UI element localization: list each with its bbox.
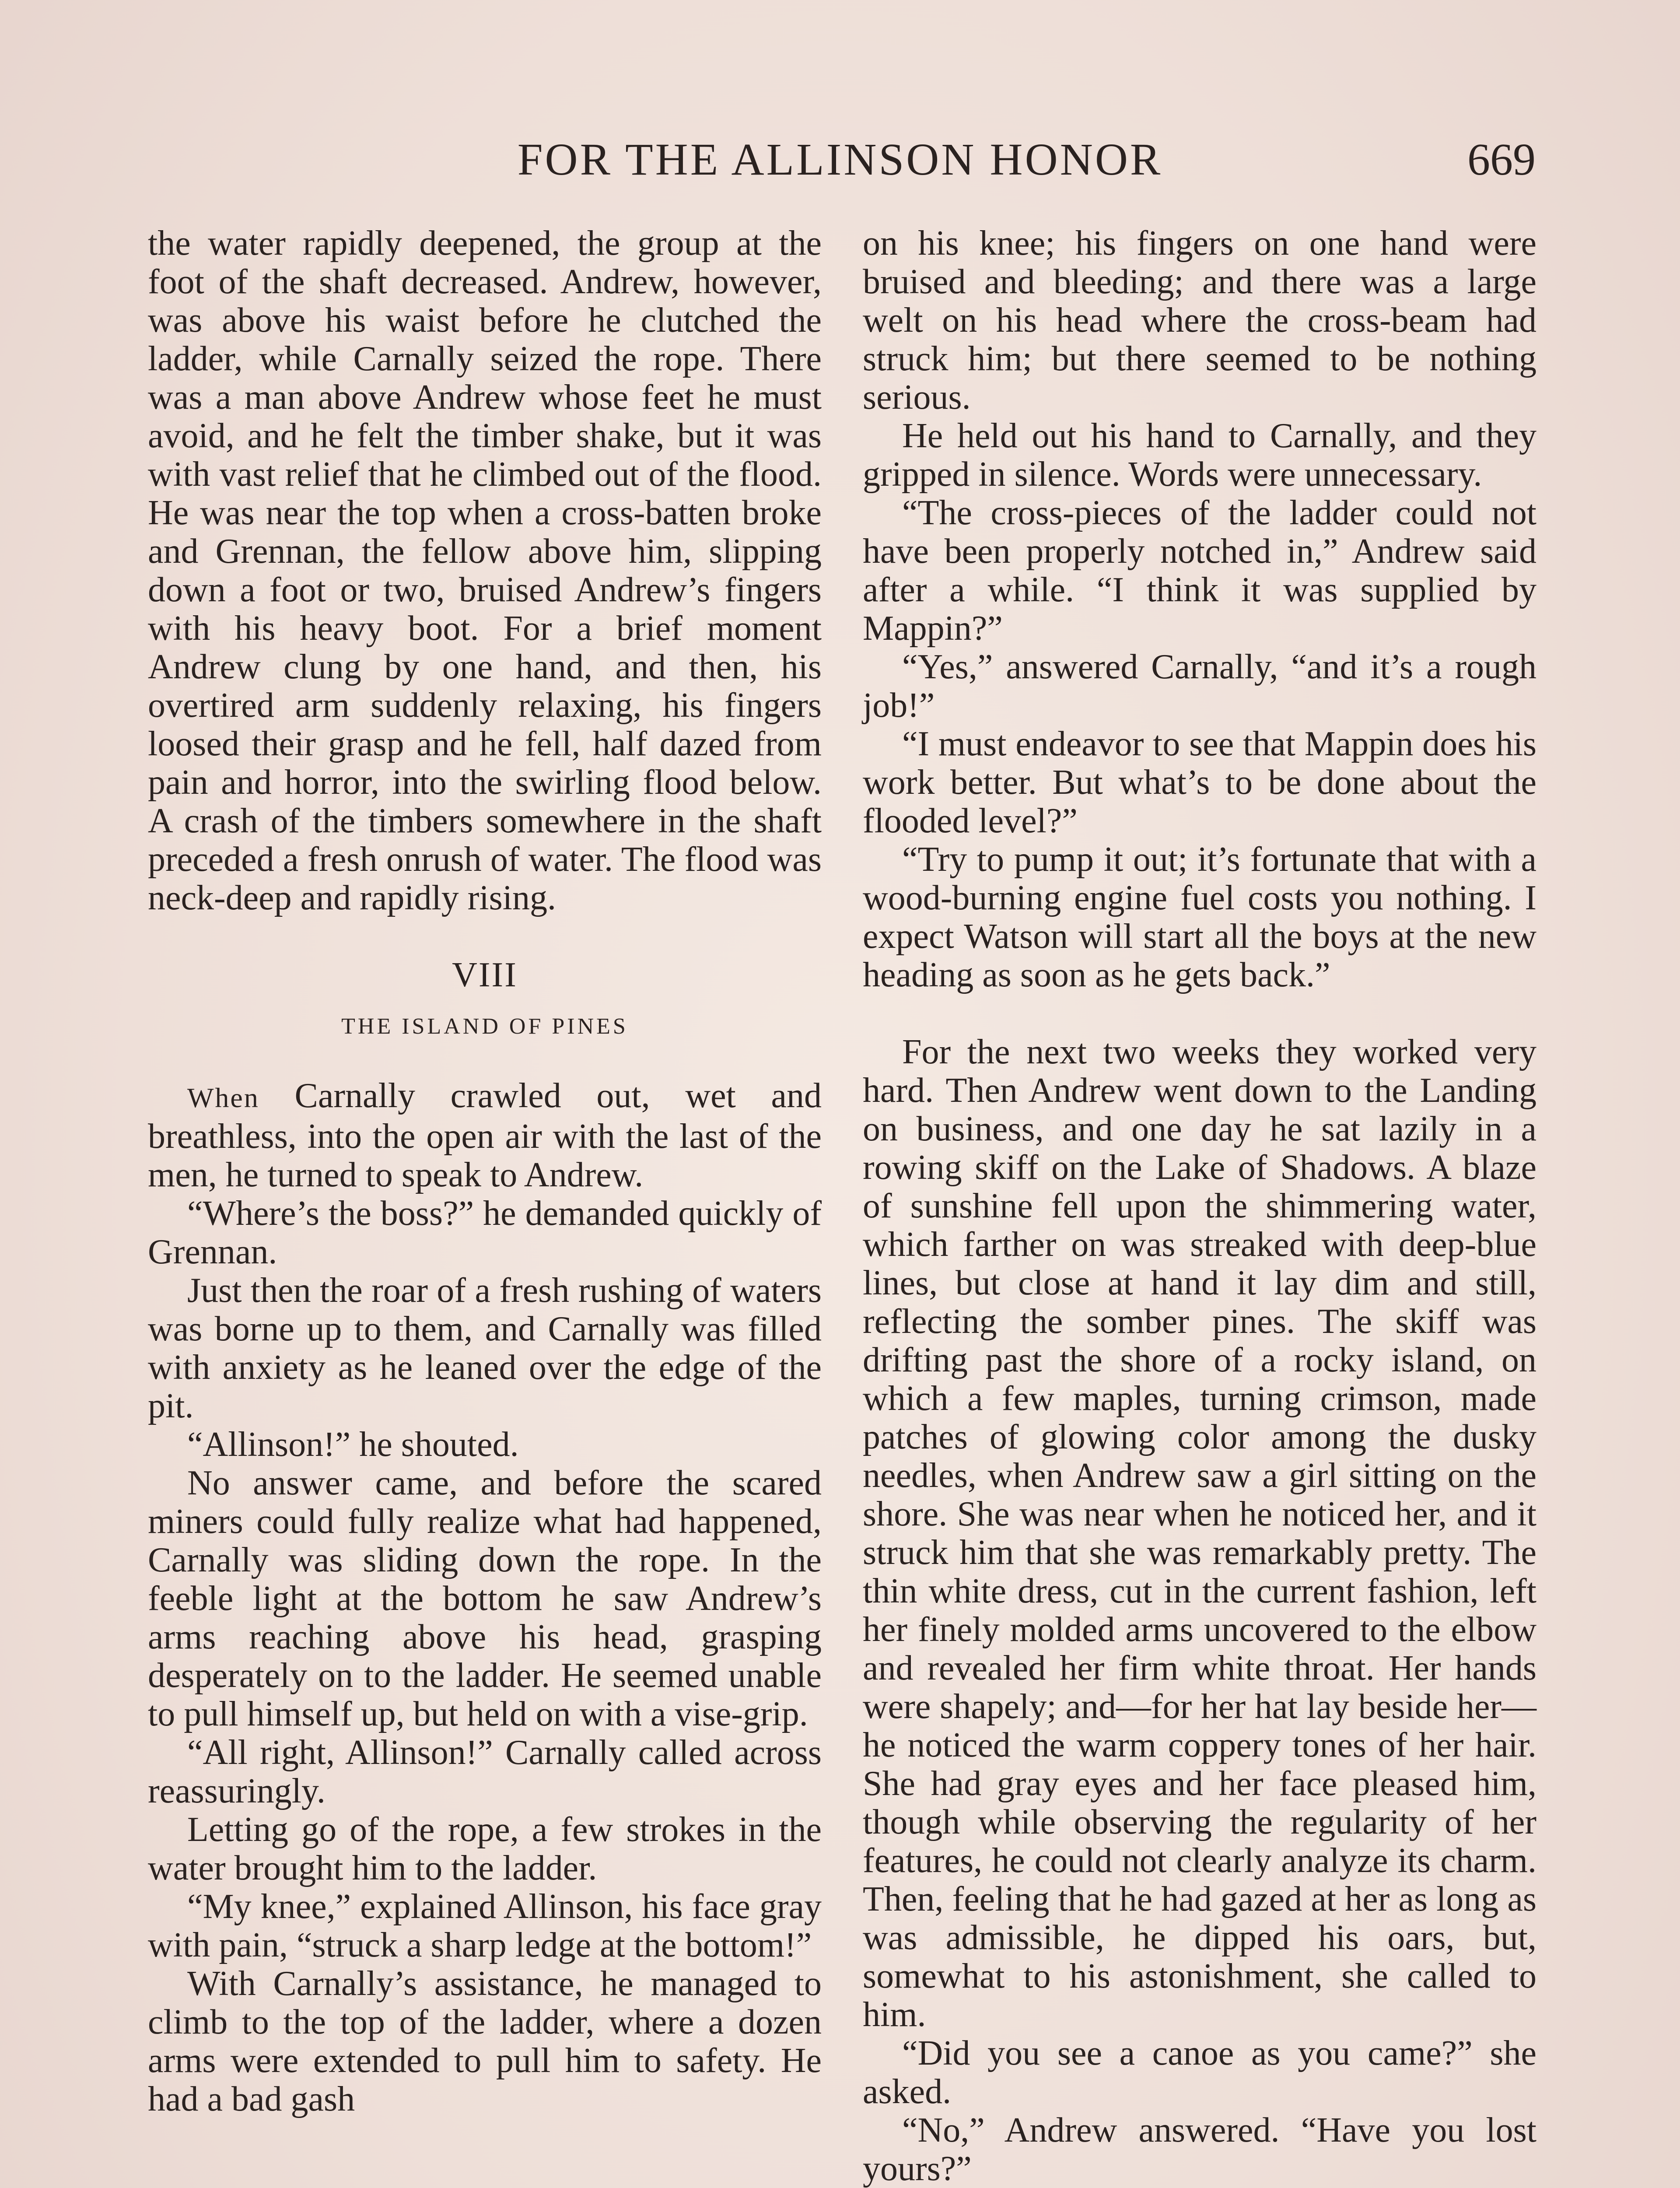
paragraph: With Carnally’s assistance, he managed to climb to the top of the ladder, where a dozen arms were extended to pull him to safety. He had a bad gash: [148, 1964, 822, 2118]
paragraph: No answer came, and before the scared miners could fully realize what had happened, Carnally was sliding down the rope. In the feeble light at the bottom he saw Andrew’s arms reaching above his head, grasping desperately on to the ladder. He seemed unable to pull himself up, but held on with a vise-grip.: [148, 1464, 822, 1733]
paragraph: For the next two weeks they worked very hard. Then Andrew went down to the Landing on business, and one day he sat lazily in a rowing skiff on the Lake of Shadows. A blaze of sunshine fell upon the shimmering water, which farther on was streaked with deep-blue lines, but close at hand it lay dim and still, reflecting the somber pines. The skiff was drifting past the shore of a rocky island, on which a few maples, turning crimson, made patches of glowing color among the dusky needles, when Andrew saw a girl sitting on the shore. She was near when he noticed her, and it struck him that she was remarkably pretty. The thin white dress, cut in the current fashion, left her finely molded arms uncovered to the elbow and revealed her firm white throat. Her hands were shapely; and—for her hat lay beside her—he noticed the warm coppery tones of her hair. She had gray eyes and her face pleased him, though while observing the regularity of her features, he could not clearly analyze its charm. Then, feeling that he had gazed at her as long as was admissible, he dipped his oars, but, somewhat to his astonishment, she called to him.: [863, 1033, 1536, 2034]
page-number: 669: [1467, 134, 1536, 185]
paragraph: [148, 1076, 822, 1194]
paragraph: “Did you see a canoe as you came?” she asked.: [863, 2034, 1536, 2111]
paragraph: “Try to pump it out; it’s fortunate that with a wood-burning engine fuel costs you nothing. I expect Watson will start all the boys at the new heading as soon as he gets back.”: [863, 840, 1536, 994]
left-column: [148, 224, 822, 2118]
paragraph: “Allinson!” he shouted.: [187, 1425, 519, 1464]
section-title: THE ISLAND OF PINES: [341, 1014, 628, 1039]
paragraph: “I must endeavor to see that Mappin does his work better. But what’s to be done about the flooded level?”: [863, 725, 1536, 840]
paragraph: “No,” Andrew answered. “Have you lost yours?”: [863, 2111, 1536, 2188]
running-header: [144, 131, 1536, 188]
running-title: FOR THE ALLINSON HONOR: [517, 134, 1163, 185]
paragraph: “Where’s the boss?” he demanded quickly of Grennan.: [148, 1194, 822, 1271]
paragraph: He held out his hand to Carnally, and they gripped in silence. Words were unnecessary.: [863, 417, 1536, 494]
paragraph: Letting go of the rope, a few strokes in the water brought him to the ladder.: [148, 1810, 822, 1887]
paragraph: “The cross-pieces of the ladder could not have been properly notched in,” Andrew said after a while. “I think it was supplied by Mappin?”: [863, 494, 1536, 648]
section-number: VIII: [452, 956, 518, 994]
paragraph: on his knee; his fingers on one hand were bruised and bleeding; and there was a large welt on his head where the cross-beam had struck him; but there seemed to be nothing serious.: [863, 224, 1536, 417]
paragraph: the water rapidly deepened, the group at the foot of the shaft decreased. Andrew, however, was above his waist before he clutched the ladder, while Carnally seized the rope. There was a man above Andrew whose feet he must avoid, and he felt the timber shake, but it was with vast relief that he climbed out of the flood. He was near the top when a cross-batten broke and Grennan, the fellow above him, slipping down a foot or two, bruised Andrew’s fingers with his heavy boot. For a brief moment Andrew clung by one hand, and then, his overtired arm suddenly relaxing, his fingers loosed their grasp and he fell, half dazed from pain and horror, into the swirling flood below. A crash of the timbers somewhere in the shaft preceded a fresh onrush of water. The flood was neck-deep and rapidly rising.: [148, 224, 822, 917]
paragraph: “All right, Allinson!” Carnally called across reassuringly.: [148, 1733, 822, 1810]
small-caps-lead: When: [187, 1082, 259, 1113]
paragraph: “My knee,” explained Allinson, his face gray with pain, “struck a sharp ledge at the bottom!”: [148, 1887, 822, 1964]
paragraph-text: Carnally crawled out, wet and breathless, into the open air with the last of the men, he turned to speak to Andrew.: [148, 1076, 822, 1194]
paragraph: “Yes,” answered Carnally, “and it’s a rough job!”: [863, 648, 1536, 725]
paragraph: Just then the roar of a fresh rushing of waters was borne up to them, and Carnally was filled with anxiety as he leaned over the edge of the pit.: [148, 1271, 822, 1425]
right-column: [863, 224, 1536, 2188]
